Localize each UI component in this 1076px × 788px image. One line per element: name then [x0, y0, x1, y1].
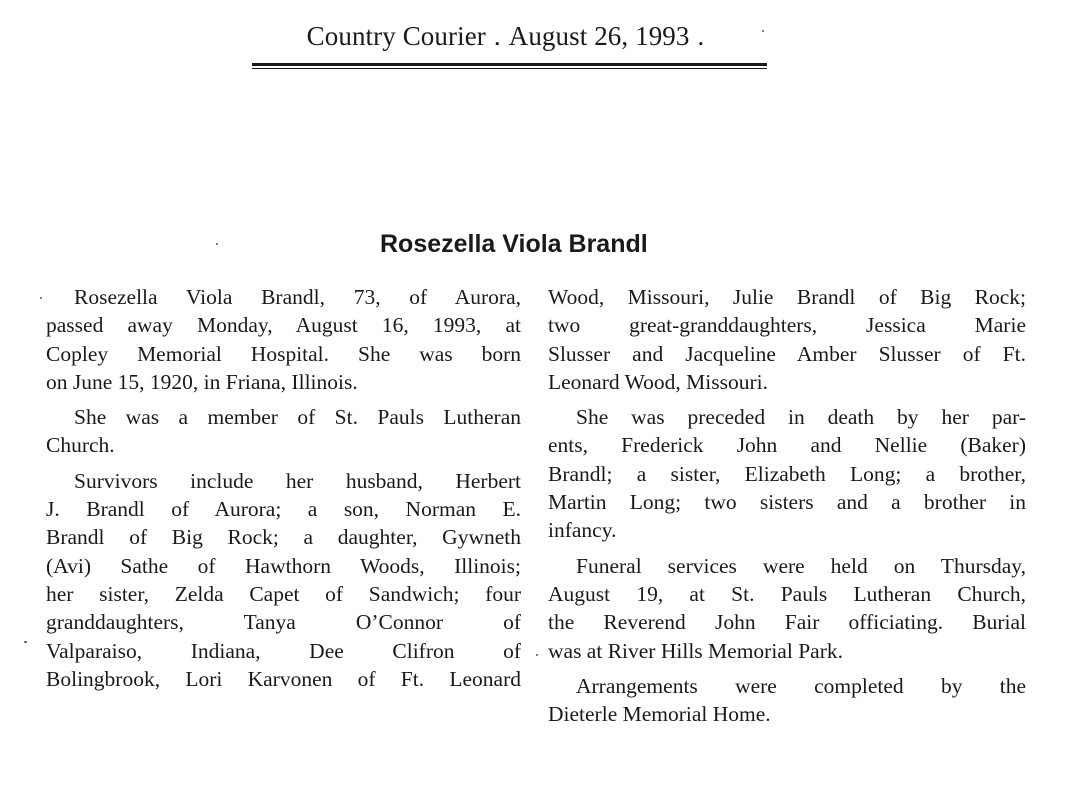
text-line: She was a member of St. Pauls Lutheran	[74, 405, 521, 430]
text-line: was at River Hills Memorial Park.	[548, 638, 843, 663]
paragraph-gap	[46, 460, 521, 467]
text-line: August 19, at St. Pauls Lutheran Church,	[548, 581, 1026, 606]
left-column	[46, 283, 521, 693]
publication-header	[252, 14, 767, 70]
scan-speck	[536, 654, 538, 656]
header-rule-thick	[252, 63, 767, 66]
text-line: Valparaiso, Indiana, Dee Clifron of	[46, 638, 521, 663]
text-line: Bolingbrook, Lori Karvonen of Ft. Leonard	[46, 666, 521, 691]
scan-speck	[762, 30, 764, 32]
obituary-title: Rosezella Viola Brandl	[380, 230, 648, 258]
publication-date: August 26, 1993	[508, 21, 690, 51]
text-line: Rosezella Viola Brandl, 73, of Aurora,	[74, 285, 521, 309]
paragraph-gap	[548, 545, 1026, 552]
text-line: on June 15, 1920, in Friana, Illinois.	[46, 369, 358, 394]
scan-speck	[40, 297, 42, 299]
paragraph-gap	[46, 396, 521, 403]
text-line: Brandl of Big Rock; a daughter, Gywneth	[46, 525, 521, 550]
text-line: passed away Monday, August 16, 1993, at	[46, 313, 521, 338]
text-line: the Reverend John Fair officiating. Burial	[548, 610, 1026, 635]
text-line: Funeral services were held on Thursday,	[576, 553, 1026, 578]
text-line: She was preceded in death by her par-	[576, 405, 1026, 430]
header-separator: .	[493, 21, 501, 51]
header-line	[252, 14, 767, 58]
text-line: J. Brandl of Aurora; a son, Norman E.	[46, 497, 521, 522]
scan-speck	[216, 243, 218, 245]
paragraph-gap	[548, 665, 1026, 672]
publication-name: Country Courier	[306, 21, 486, 51]
text-line: Survivors include her husband, Herbert	[74, 468, 521, 493]
text-line: Church.	[46, 433, 115, 458]
text-line: infancy.	[548, 518, 617, 543]
text-line: Martin Long; two sisters and a brother in	[548, 490, 1026, 515]
text-line: (Avi) Sathe of Hawthorn Woods, Illinois;	[46, 553, 521, 578]
text-line: Brandl; a sister, Elizabeth Long; a brother,	[548, 461, 1026, 486]
text-line: ents, Frederick John and Nellie (Baker)	[548, 433, 1026, 458]
text-line: two great-granddaughters, Jessica Marie	[548, 313, 1026, 338]
scan-speck	[24, 641, 27, 643]
text-line: Wood, Missouri, Julie Brandl of Big Rock;	[548, 285, 1026, 309]
right-column	[548, 283, 1026, 728]
text-line: Dieterle Memorial Home.	[548, 702, 771, 727]
header-trailing-dot: .	[697, 21, 705, 51]
paragraph-gap	[548, 396, 1026, 403]
text-line: her sister, Zelda Capet of Sandwich; four	[46, 581, 521, 606]
text-line: Slusser and Jacqueline Amber Slusser of Ft.	[548, 341, 1026, 366]
text-line: Arrangements were completed by the	[576, 673, 1026, 698]
header-rule-thin	[252, 68, 767, 69]
text-line: granddaughters, Tanya O’Connor of	[46, 610, 521, 635]
text-line: Leonard Wood, Missouri.	[548, 369, 769, 394]
text-line: Copley Memorial Hospital. She was born	[46, 341, 521, 366]
